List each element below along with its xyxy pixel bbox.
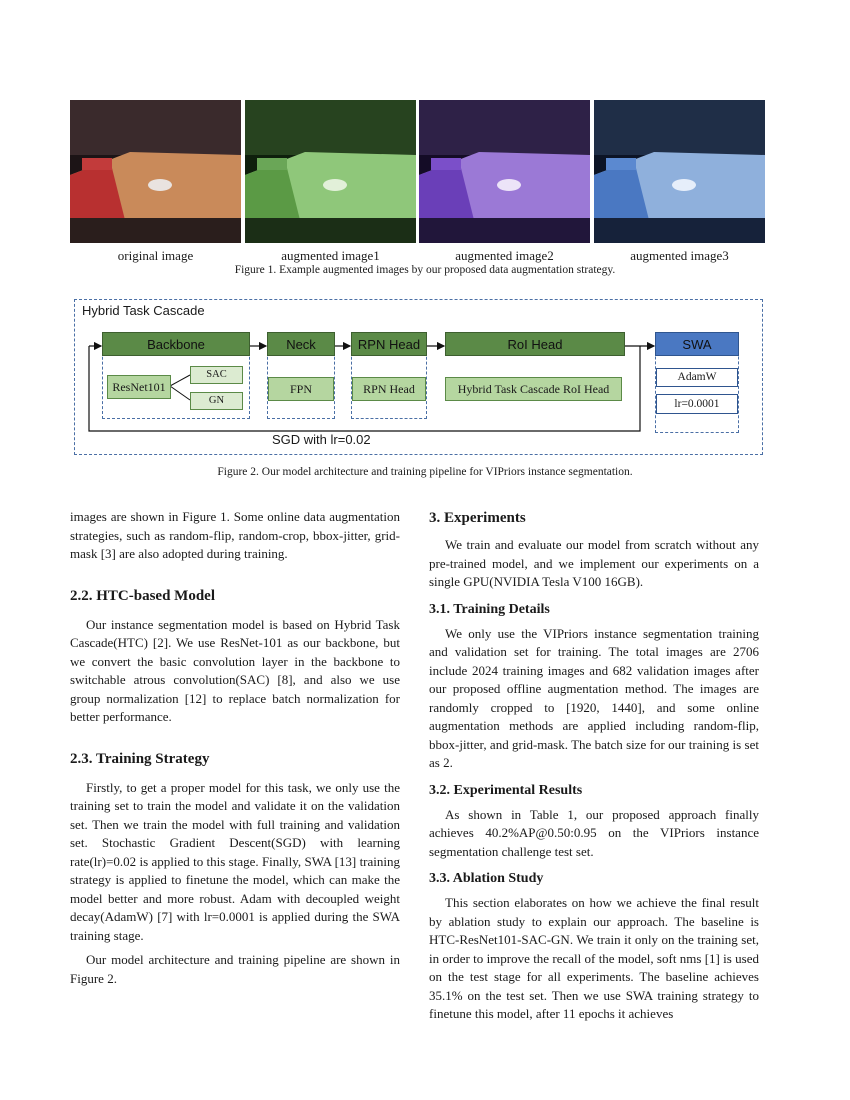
intro-paragraph: images are shown in Figure 1. Some online data augmentation strategies, such as random-flip, random-crop, bbox-jitter, grid-mask [3] are also adopted during training. xyxy=(70,509,400,561)
caption-augmented-image-1: augmented image1 xyxy=(281,248,380,263)
backbone-header: Backbone xyxy=(102,332,250,356)
figure-1-caption: Figure 1. Example augmented images by our proposed data augmentation strategy. xyxy=(234,264,616,276)
adamw-box: AdamW xyxy=(656,368,738,387)
lr-box: lr=0.0001 xyxy=(656,394,738,414)
figure-2-caption: Figure 2. Our model architecture and training pipeline for VIPriors instance segmentation. xyxy=(217,466,633,478)
section-2-2-text: Our instance segmentation model is based on Hybrid Task Cascade(HTC) [2]. We use ResNet-101 as our backbone, but we convert the basic convolution layer in the backbone to switchable atrous convolution(SAC) [8], and also we use group normalization [12] to replace batch normalization for better performance. xyxy=(70,616,400,724)
section-2-3-text-1: Firstly, to get a proper model for this task, we only use the training set to train the model and validate it on the validation set. Then we train the model with full training and validation set. Stochastic Gradient Descent(SGD) with learning rate(lr)=0.02 is applied to this stage. Finally, SWA [13] training strategy is applied to finetune the model, which can make the model better and more robust. Adam with decoupled weight decay(AdamW) [7] with lr=0.0001 is applied during the SWA training stage. xyxy=(70,779,400,943)
section-3-3-title: 3.3. Ablation Study xyxy=(429,871,544,886)
sgd-label: SGD with lr=0.02 xyxy=(272,432,371,447)
section-2-2-title: 2.2. HTC-based Model xyxy=(70,587,216,604)
section-3-text: We train and evaluate our model from scratch without any pre-trained model, and we implement our experiments on a single GPU(NVIDIA Tesla V100 16GB). xyxy=(429,537,759,589)
rpn-header: RPN Head xyxy=(351,332,427,356)
section-3-2-title: 3.2. Experimental Results xyxy=(429,782,583,798)
caption-augmented-image-2: augmented image2 xyxy=(455,248,554,263)
neck-header: Neck xyxy=(267,332,335,356)
roi-header: RoI Head xyxy=(445,332,625,356)
section-3-title: 3. Experiments xyxy=(429,510,526,526)
caption-augmented-image-3: augmented image3 xyxy=(630,248,729,263)
section-3-1-text: We only use the VIPriors instance segmentation training and validation set for training. The total images are 2706 include 2024 training images and 682 validation images after our proposed offline augmentation method. The images are randomly cropped to [1920, 1440], and some online augmentation methods are applied including random-flip, bbox-jitter, and grid-mask. The batch size for our training is set as 2. xyxy=(429,625,759,770)
section-3-3-text: This section elaborates on how we achieve the final result by ablation study to explain our approach. The baseline is HTC-ResNet101-SAC-GN. We train it only on the training set, in order to improve the recall of the model, soft nms [1] is used on the test stage for all experiments. The baseline achieves 35.1% on the test set. Then we use SWA training strategy to finetune this model, after 11 epochs it achieves xyxy=(429,895,759,1021)
diagram-title: Hybrid Task Cascade xyxy=(82,303,205,318)
sac-box: SAC xyxy=(190,366,243,384)
augmented-image-1 xyxy=(245,100,416,243)
section-2-3-text-2: Our model architecture and training pipeline are shown in Figure 2. xyxy=(70,952,400,986)
augmented-image-3 xyxy=(594,100,765,243)
section-3-1-title: 3.1. Training Details xyxy=(429,601,550,617)
augmented-image-2 xyxy=(419,100,590,243)
original-image xyxy=(70,100,241,243)
fpn-box: FPN xyxy=(268,377,334,401)
gn-box: GN xyxy=(190,392,243,410)
section-3-2-text: As shown in Table 1, our proposed approach finally achieves 40.2%AP@0.50:0.95 on the VIPriors instance segmentation challenge test set. xyxy=(429,806,759,859)
rpn-head-box: RPN Head xyxy=(352,377,426,401)
resnet101-box: ResNet101 xyxy=(107,375,171,399)
figure-2-diagram xyxy=(74,299,763,455)
section-2-3-title: 2.3. Training Strategy xyxy=(70,750,210,767)
left-column xyxy=(70,508,400,988)
htc-roi-head-box: Hybrid Task Cascade RoI Head xyxy=(445,377,622,401)
caption-original-image: original image xyxy=(117,248,194,263)
right-column xyxy=(429,508,759,1024)
swa-header: SWA xyxy=(655,332,739,356)
figure-1 xyxy=(70,100,766,243)
